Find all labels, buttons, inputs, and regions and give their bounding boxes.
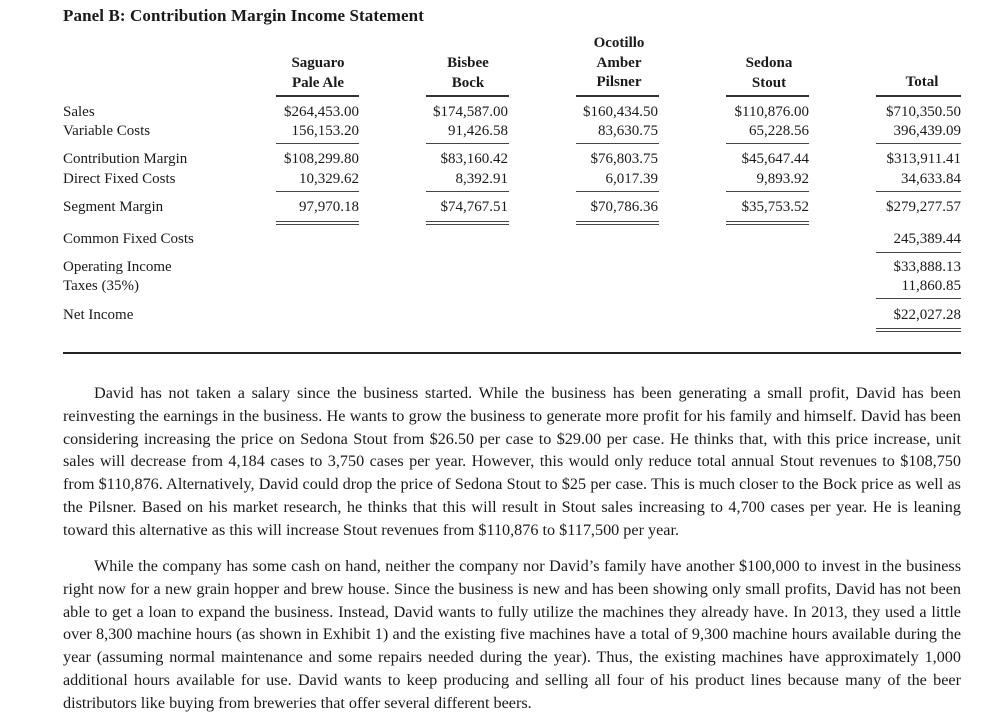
cell-direct-fixed-costs-saguaro: 10,329.62: [299, 171, 359, 187]
panel-title: Panel B: Contribution Margin Income Statement: [63, 6, 425, 25]
col-header-line: Ocotillo: [593, 35, 645, 51]
col-header-line: Bock: [451, 74, 485, 91]
subtotal-underline: [576, 143, 659, 144]
col-header-line: Total: [905, 74, 939, 90]
col-header-line: Bisbee: [447, 55, 489, 71]
cell-direct-fixed-costs-ocotillo: 6,017.39: [605, 171, 658, 187]
row-label-direct-fixed-costs: Direct Fixed Costs: [63, 171, 176, 187]
double-underline: [426, 221, 509, 225]
cell-contribution-margin-ocotillo: $76,803.75: [590, 151, 658, 167]
cell-sales-ocotillo: $160,434.50: [583, 104, 658, 120]
subtotal-underline: [876, 252, 961, 253]
col-header-ocotillo: [569, 34, 669, 93]
col-header-bisbee: [418, 54, 518, 93]
subtotal-underline: [276, 191, 359, 192]
cell-direct-fixed-costs-sedona: 9,893.92: [756, 171, 809, 187]
row-label-common-fixed-costs: Common Fixed Costs: [63, 231, 194, 247]
col-header-total: [872, 73, 972, 93]
cell-segment-margin-ocotillo: $70,786.36: [590, 199, 658, 215]
header-underline: [276, 95, 359, 97]
double-underline: [876, 328, 961, 332]
double-underline: [276, 221, 359, 225]
cell-segment-margin-saguaro: 97,970.18: [299, 199, 359, 215]
subtotal-underline: [726, 191, 809, 192]
section-divider: [63, 352, 961, 354]
header-underline: [576, 95, 659, 97]
cell-variable-costs-saguaro: 156,153.20: [291, 123, 359, 139]
body-paragraph-1: David has not taken a salary since the business started. While the business has been generating a small profit, David has been reinvesting the earnings in the business. He wants to grow the business to generate more profit for his family and himself. David has been considering increasing the price on Sedona Stout from $26.50 per case to $29.00 per case. He thinks that, with this price increase, unit sales will decrease from 4,184 cases to 3,750 cases per year. However, this would only reduce total annual Stout revenues to $108,750 from $110,876. Alternatively, David could drop the price of Sedona Stout to $25 per case. This is much closer to the Bock price as well as the Pilsner. Based on his market research, he thinks that this will result in Stout sales increasing to 4,700 cases per year. He is leaning toward this alternative as this will increase Stout revenues from $110,876 to $117,500 per year.: [63, 384, 961, 539]
row-label-contribution-margin: Contribution Margin: [63, 151, 188, 167]
cell-segment-margin-sedona: $35,753.52: [741, 199, 809, 215]
cell-sales-total: $710,350.50: [886, 104, 961, 120]
cell-variable-costs-sedona: 65,228.56: [749, 123, 809, 139]
double-underline: [726, 221, 809, 225]
row-label-taxes: Taxes (35%): [63, 278, 140, 294]
col-header-line: Sedona: [745, 55, 793, 71]
body-paragraph-2: While the company has some cash on hand, neither the company nor David’s family have another $100,000 to invest in the business right now for a new grain hopper and brew house. Since the business is new and has been showing only small profits, David has not been able to get a loan to expand the business. Instead, David wants to fully utilize the machines they already have. In 2013, they used a little over 8,300 machine hours (as shown in Exhibit 1) and the existing five machines have a total of 9,300 machine hours available during the year (assuming normal maintenance and some repairs needed during the year). Thus, the existing machines have approximately 1,000 additional hours available for use. David wants to keep producing and selling all four of his product lines because many of the beer distributors like buying from breweries that offer several different beers.: [63, 557, 961, 712]
cell-contribution-margin-total: $313,911.41: [886, 151, 961, 167]
header-underline: [726, 95, 809, 97]
cell-sales-bisbee: $174,587.00: [433, 104, 508, 120]
cell-contribution-margin-bisbee: $83,160.42: [440, 151, 508, 167]
col-header-saguaro: [268, 54, 368, 93]
header-underline: [426, 95, 509, 97]
cell-common-fixed-costs-total: 245,389.44: [893, 231, 961, 247]
subtotal-underline: [276, 143, 359, 144]
cell-contribution-margin-sedona: $45,647.44: [741, 151, 809, 167]
cell-sales-sedona: $110,876.00: [734, 104, 809, 120]
col-header-line: Saguaro: [291, 55, 345, 71]
cell-contribution-margin-saguaro: $108,299.80: [284, 151, 359, 167]
cell-variable-costs-total: 396,439.09: [893, 123, 961, 139]
row-label-sales: Sales: [63, 104, 95, 120]
subtotal-underline: [726, 143, 809, 144]
double-underline: [576, 221, 659, 225]
row-label-net-income: Net Income: [63, 307, 134, 323]
cell-direct-fixed-costs-bisbee: 8,392.91: [455, 171, 508, 187]
cell-segment-margin-bisbee: $74,767.51: [440, 199, 508, 215]
cell-operating-income-total: $33,888.13: [893, 259, 961, 275]
cell-variable-costs-ocotillo: 83,630.75: [598, 123, 658, 139]
cell-segment-margin-total: $279,277.57: [886, 199, 961, 215]
col-header-line: Pilsner: [596, 74, 642, 90]
cell-variable-costs-bisbee: 91,426.58: [448, 123, 508, 139]
row-label-operating-income: Operating Income: [63, 259, 172, 275]
subtotal-underline: [876, 143, 961, 144]
col-header-line: Amber: [596, 54, 642, 71]
cell-net-income-total: $22,027.28: [893, 307, 961, 323]
col-header-line: Stout: [751, 74, 787, 91]
row-label-segment-margin: Segment Margin: [63, 199, 164, 215]
cell-sales-saguaro: $264,453.00: [284, 104, 359, 120]
cell-direct-fixed-costs-total: 34,633.84: [901, 171, 961, 187]
col-header-sedona: [719, 54, 819, 93]
subtotal-underline: [876, 191, 961, 192]
col-header-line: Pale Ale: [291, 74, 345, 91]
subtotal-underline: [576, 191, 659, 192]
cell-taxes-total: 11,860.85: [901, 278, 961, 294]
subtotal-underline: [876, 298, 961, 299]
row-label-variable-costs: Variable Costs: [63, 123, 151, 139]
subtotal-underline: [426, 191, 509, 192]
subtotal-underline: [426, 143, 509, 144]
header-underline: [876, 95, 961, 97]
